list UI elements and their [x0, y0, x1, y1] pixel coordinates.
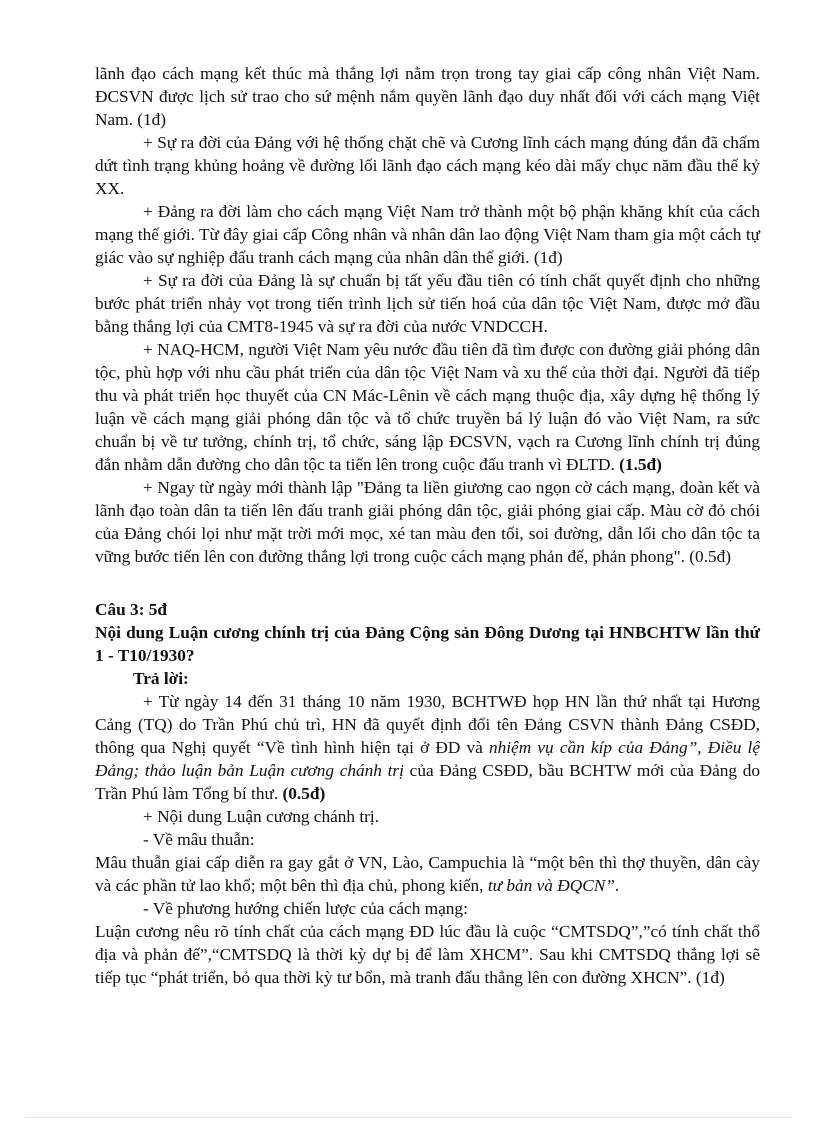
spacer [95, 568, 760, 598]
answer-content-heading: + Nội dung Luận cương chánh trị. [143, 807, 380, 826]
paragraph-flag: + Ngay từ ngày mới thành lập "Đảng ta liền giương cao ngọn cờ cách mạng, đoàn kết và lãnh đạo toàn dân ta tiến lên đấu tranh giải phóng dân tộc, giải phóng giai cấp. Màu cờ đỏ chói của Đảng chói lọi như mặt trời mới mọc, xé tan màu đen tối, soi đường, dẫn lối cho dân tộc ta vững bước tiến lên con đường thắng lợi trong cuộc cách mạng phản đế, phản phong". (0.5đ) [95, 478, 760, 566]
paragraph-preparation: + Sự ra đời của Đảng là sự chuẩn bị tất yếu đầu tiên có tính chất quyết định cho những bước phát triển nhảy vọt trong tiến trình lịch sử tiến hoá của dân tộc Việt Nam, được mở đầu bằng thắng lợi của CMT8-1945 và sự ra đời của nước VNDCCH. [95, 271, 760, 336]
answer-text-a: + Từ ngày 14 đến 31 tháng 10 năm 1930, BCHTWĐ họp HN lần thứ nhất tại Hương Cảng (TQ) do Trần Phú chủ trì, HN đã quyết định đổi tên Đảng CSVN thành Đảng CSĐD, thông qua Nghị quyết “Về tình hình hiện tại ở ĐD và [95, 692, 760, 757]
paragraph-naq-hcm [95, 338, 760, 476]
answer-label: Trả lời: [133, 669, 189, 688]
paragraph-end-of-crisis: + Sự ra đời của Đảng với hệ thống chặt chẽ và Cương lĩnh cách mạng đúng đắn đã chấm dứt tình trạng khủng hoảng về đường lối lãnh đạo cách mạng kéo dài mấy chục năm đầu thế kỷ XX. [95, 133, 760, 198]
score-badge: (0.5đ) [282, 784, 326, 803]
answer-text-italic: nhiệm vụ cần kíp của Đảng”, Điều lệ Đảng; thảo luận bản Luận cương chánh trị [95, 738, 760, 780]
page-footer-line [25, 1117, 791, 1118]
document-page [95, 62, 760, 989]
answer-strategy-text: Luận cương nêu rõ tính chất của cách mạng ĐD lúc đầu là cuộc “CMTSDQ”,”có tính chất thổ địa và phản đế”,“CMTSDQ là thời kỳ dự bị để làm XHCM”. Sau khi CMTSDQ thắng lợi sẽ tiếp tục “phát triển, bỏ qua thời kỳ tư bổn, mà tranh đấu thẳng lên con đường XHCN”. (1đ) [95, 922, 760, 987]
contradiction-text-italic: tư bản và ĐQCN” [487, 876, 615, 895]
paragraph-naq-hcm-text: + NAQ-HCM, người Việt Nam yêu nước đầu tiên đã tìm được con đường giải phóng dân tộc, phù hợp với nhu cầu phát triển của dân tộc Việt Nam và xu thế của thời đại. Người đã tiếp thu và phát triển học thuyết của CN Mác-Lênin về cách mạng thuộc địa, xây dựng hệ thống lý luận về cách mạng giải phóng dân tộc và tổ chức truyền bá lý luận đó vào Việt Nam, ra sức chuẩn bị về tư tưởng, chính trị, tổ chức, sáng lập ĐCSVN, vạch ra Cương lĩnh chính trị đúng đắn nhằm dẫn đường cho dân tộc ta tiến lên trong cuộc đấu tranh vì ĐLTD. [95, 340, 760, 474]
answer-contradiction-text [95, 851, 760, 897]
question-title: Nội dung Luận cương chính trị của Đảng Cộng sản Đông Dương tại HNBCHTW lần thứ 1 - T10/1930? [95, 623, 760, 665]
paragraph-world-revolution: + Đảng ra đời làm cho cách mạng Việt Nam trở thành một bộ phận khăng khít của cách mạng thế giới. Từ đây giai cấp Công nhân và nhân dân lao động Việt Nam tham gia một cách tự giác vào sự nghiệp đấu tranh cách mạng của nhân dân thế giới. (1đ) [95, 202, 760, 267]
answer-text-b: của Đảng CSĐD, bầu BCHTW mới của Đảng do Trần Phú làm Tổng bí thư. [95, 761, 761, 803]
contradiction-text-a: Mâu thuẫn giai cấp diễn ra gay gắt ở VN, Lào, Campuchia là “một bên thì thợ thuyền, dân cày và các phần tử lao khổ; một bên thì địa chủ, phong kiến, [95, 853, 760, 895]
answer-contradiction-heading: - Về mâu thuẫn: [143, 830, 255, 849]
question-number: Câu 3: 5đ [95, 600, 168, 619]
paragraph-intro: lãnh đạo cách mạng kết thúc mà thắng lợi nằm trọn trong tay giai cấp công nhân Việt Nam. ĐCSVN được lịch sử trao cho sứ mệnh nắm quyền lãnh đạo duy nhất đối với cách mạng Việt Nam. (1đ) [95, 64, 760, 129]
score-badge: (1.5đ) [619, 455, 662, 474]
answer-strategy-heading: - Về phương hướng chiến lược của cách mạng: [143, 899, 468, 918]
contradiction-text-b: . [614, 876, 620, 895]
answer-paragraph-conference [95, 690, 760, 805]
